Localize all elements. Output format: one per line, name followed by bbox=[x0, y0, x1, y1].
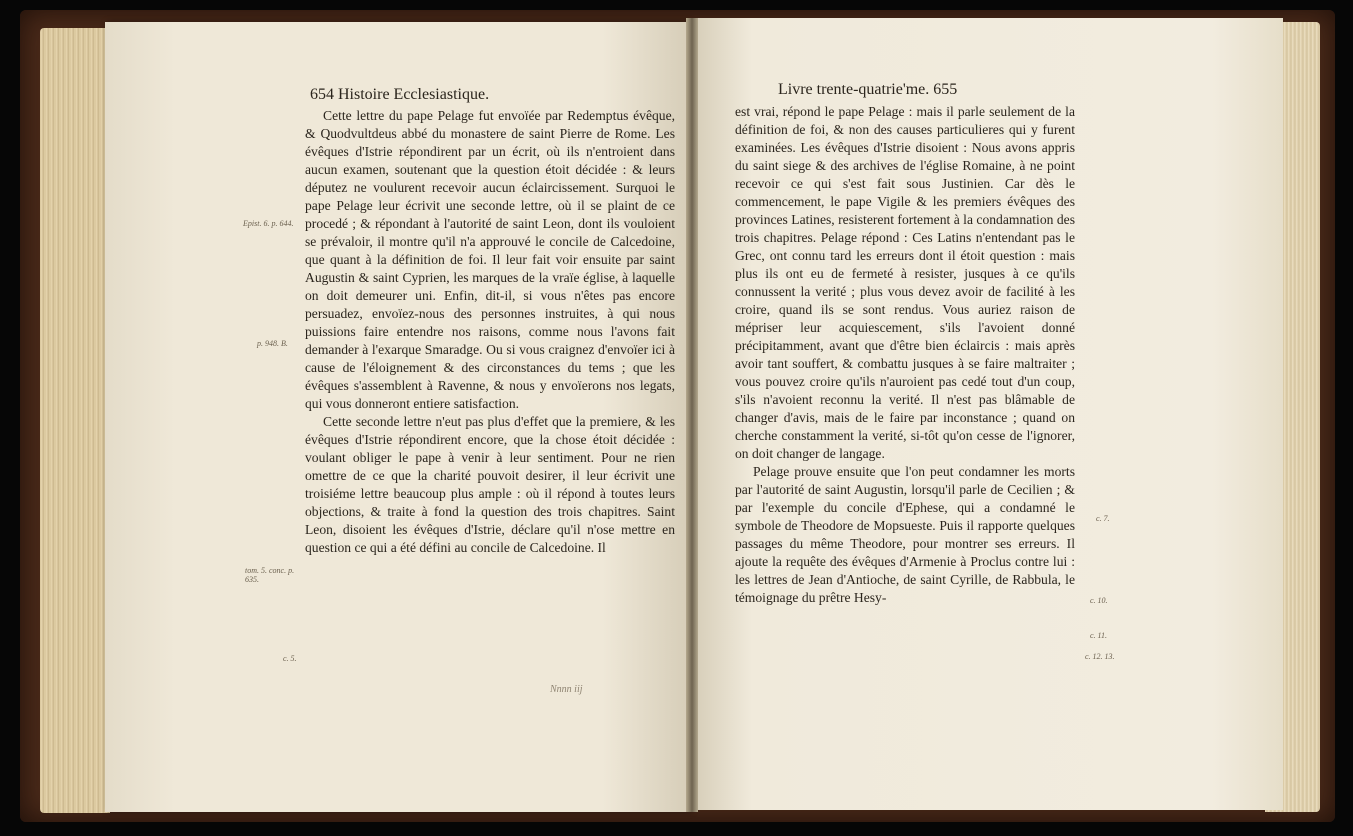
right-running-head: Livre trente-quatrie'me. 655 bbox=[778, 81, 958, 98]
right-page-text bbox=[735, 103, 1075, 607]
left-page-edges bbox=[40, 28, 110, 813]
margin-note: tom. 5. conc. p. 635. bbox=[245, 566, 295, 584]
margin-note: c. 10. bbox=[1090, 596, 1108, 605]
right-paragraph-2: Pelage prouve ensuite que l'on peut condamner les morts par l'autorité de saint Augustin, lorsqu'il parle de Cecilien ; & par l'exemple du concile d'Ephese, qui a condamné le symbole de Theodore de Mopsueste. Puis il rapporte quelques passages du même Theodore, pour montrer ses erreurs. Il ajoute la requête des évêques d'Armenie à Proclus contre lui : les lettres de Jean d'Antioche, de saint Cyrille, de Rabbula, le témoignage du prêtre Hesy- bbox=[735, 464, 1075, 605]
margin-note: c. 11. bbox=[1090, 631, 1107, 640]
page-signature: Nnnn iij bbox=[550, 684, 583, 695]
margin-note: c. 12. 13. bbox=[1085, 652, 1115, 661]
left-running-head: 654 Histoire Ecclesiastique. bbox=[310, 86, 490, 103]
book-gutter bbox=[686, 18, 698, 812]
left-paragraph-1: Cette lettre du pape Pelage fut envoïée par Redemptus évêque, & Quodvultdeus abbé du monastere de saint Pierre de Rome. Les évêques d'Istrie répondirent par un écrit, où ils n'entroient dans aucun examen, soutenant que la question étoit décidée : & leurs députez ne voulurent recevoir aucun éclaircissement. Surquoi le pape Pelage leur écrivit une seconde lettre, où il se plaint de ce procedé ; & répondant à l'autorité de saint Leon, dont ils vouloient se prévaloir, il montre qu'il n'a approuvé le concile de Calcedoine, que quant à la définition de foi. Il leur fait voir ensuite par saint Augustin & saint Cyprien, les marques de la vraïe église, à laquelle on doit demeurer uni. Enfin, dit-il, si vous n'êtes pas encore persuadez, envoïez-nous des personnes instruites, à qui nous puissions faire entendre nos raisons, comme nous l'avons fait demander à l'exarque Smaradge. Ou si vous craignez d'envoïer ici à cause de l'éloignement & des circonstances du tems ; que les évêques s'assemblent à Ravenne, & nous y envoïerons nos legats, qui vous donneront entiere satisfaction. bbox=[305, 108, 675, 411]
right-paragraph-1: est vrai, répond le pape Pelage : mais il parle seulement de la définition de foi, & non des causes particulieres qui y furent examinées. Les évêques d'Istrie disoient : Nous avons appris du saint siege & des archives de l'église Romaine, à ne point recevoir ce qui s'est fait sous Justinien. Car dès le commencement, le pape Vigile & les premiers évêques des provinces Latines, resisterent fortement à la condamnation des trois chapitres. Pelage répond : Ces Latins n'entendant pas le Grec, ont connu tard les erreurs dont il étoit question : mais plus ils ont eu de fermeté à resister, jusques à ce qu'ils connussent la verité ; plus vous devez avoir de facilité à les croire, quand ils se sont rendus. Vous auriez raison de mépriser leur acquiescement, s'ils l'avoient donné précipitamment, avant que d'être bien éclaircis : mais après avoir tant souffert, & combattu jusques à se faire maltraiter ; vous pouvez croire qu'ils n'auroient pas cedé tout d'un coup, s'ils n'avoient reconnu la verité. Il n'est pas blâmable de changer d'avis, mais de le faire par inconstance ; quand on cherche constamment la verité, si-tôt qu'on cesse de l'ignorer, on doit changer de langage. bbox=[735, 104, 1075, 461]
right-page bbox=[693, 18, 1283, 810]
left-page-text bbox=[305, 107, 675, 557]
margin-note: p. 948. B. bbox=[257, 339, 288, 348]
margin-note: c. 7. bbox=[1096, 514, 1110, 523]
margin-note: c. 5. bbox=[283, 654, 297, 663]
left-paragraph-2: Cette seconde lettre n'eut pas plus d'effet que la premiere, & les évêques d'Istrie répondirent encore, que la chose étoit décidée : voulant obliger le pape à venir à leur sentiment. Pour ne rien omettre de ce que la charité pouvoit desirer, il leur écrivit une troisiéme lettre beaucoup plus ample : où il répond à toutes leurs objections, & traite à fond la question des trois chapitres. Saint Leon, disoient les évêques d'Istrie, déclare qu'il n'ose mettre en question ce qui a été défini au concile de Calcedoine. Il bbox=[305, 414, 675, 555]
margin-note: Epist. 6. p. 644. bbox=[243, 219, 294, 228]
left-page bbox=[105, 22, 690, 812]
